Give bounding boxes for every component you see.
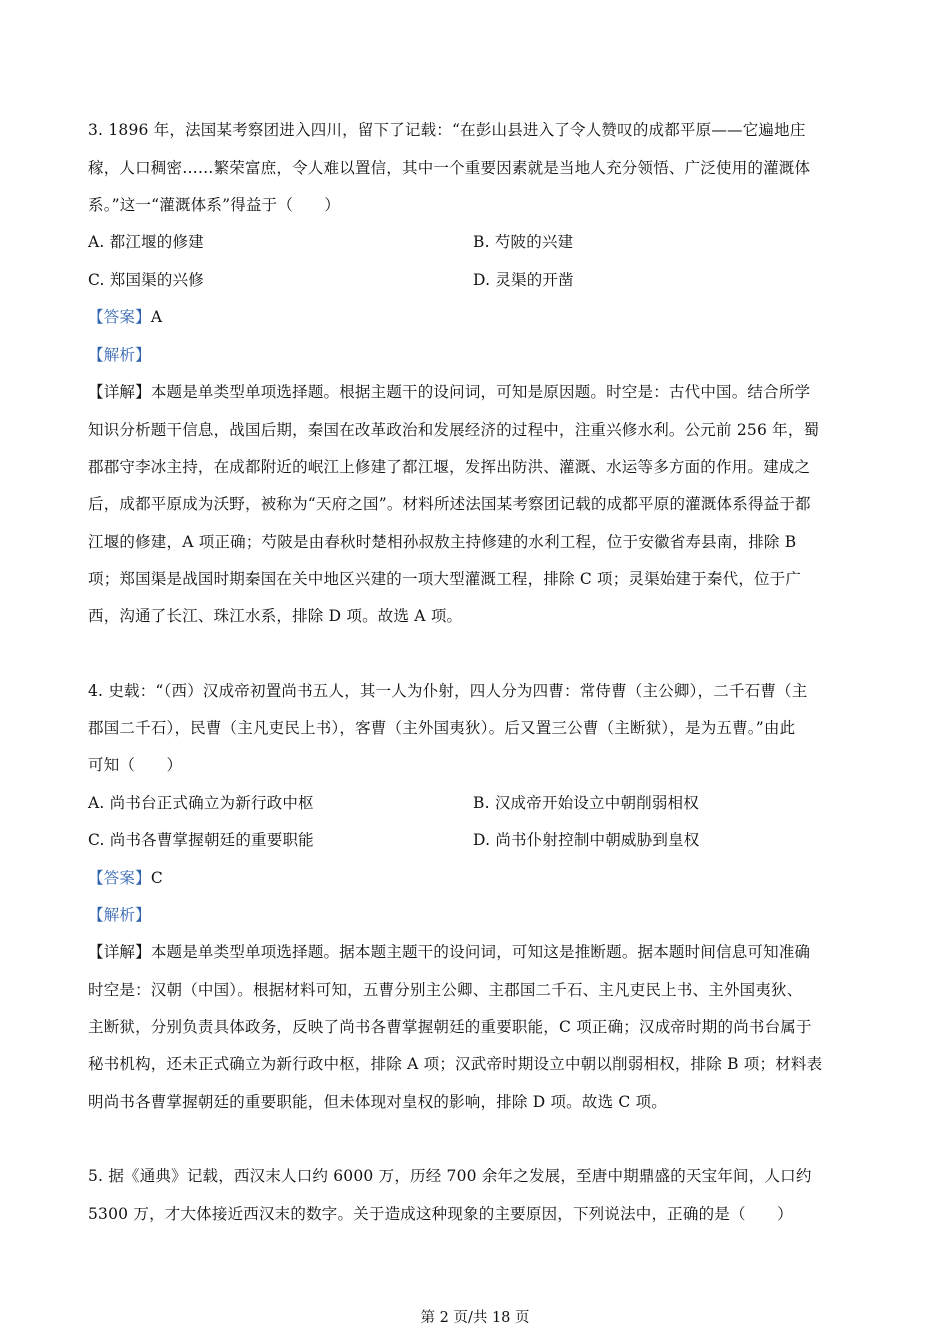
q4-stem-line-2: 郡国二千石），民曹（主凡吏民上书），客曹（主外国夷狄）。后又置三公曹（主断狱），是为五曹。”由此 — [88, 719, 796, 737]
q4-detail-line-4: 秘书机构，还未正式确立为新行政中枢，排除 A 项；汉武帝时期设立中朝以削弱相权，排除 B 项；材料表 — [88, 1055, 823, 1073]
q3-detail-line-4: 后，成都平原成为沃野，被称为“天府之国”。材料所述法国某考察团记载的成都平原的灌溉体系得益于都 — [88, 495, 811, 513]
q4-option-a: A. 尚书台正式确立为新行政中枢 — [88, 794, 314, 812]
q4-stem-line-1: 4. 史载：“（西）汉成帝初置尚书五人，其一人为仆射，四人分为四曹：常侍曹（主公卿），二千石曹（主 — [88, 682, 808, 700]
q4-detail-line-5: 明尚书各曹掌握朝廷的重要职能，但未体现对皇权的影响，排除 D 项。故选 C 项。 — [88, 1093, 667, 1111]
q4-detail-line-2: 时空是：汉朝（中国）。根据材料可知，五曹分别主公卿、主郡国二千石、主凡吏民上书、主外国夷狄、 — [88, 981, 803, 999]
q4-detail-line-3: 主断狱，分别负责具体政务，反映了尚书各曹掌握朝廷的重要职能，C 项正确；汉成帝时期的尚书台属于 — [88, 1018, 812, 1036]
q3-option-c: C. 郑国渠的兴修 — [88, 271, 204, 289]
q3-detail-line-2: 知识分析题干信息，战国后期，秦国在改革政治和发展经济的过程中，注重兴修水利。公元前 256 年，蜀 — [88, 421, 820, 439]
q3-detail-line-1: 【详解】本题是单类型单项选择题。根据主题干的设问词，可知是原因题。时空是：古代中国。结合所学 — [88, 383, 811, 401]
q3-answer-tag: 【答案】 — [88, 308, 151, 326]
q4-answer-value: C — [150, 869, 163, 887]
q3-option-a: A. 都江堰的修建 — [88, 233, 204, 251]
q3-detail-line-5: 江堰的修建，A 项正确；芍陂是由春秋时楚相孙叔敖主持修建的水利工程，位于安徽省寿县南，排除 B — [88, 533, 797, 551]
q3-detail-line-3: 郡郡守李冰主持，在成都附近的岷江上修建了都江堰，发挥出防洪、灌溉、水运等多方面的作用。建成之 — [88, 458, 811, 476]
q3-stem-line-3: 系。”这一“灌溉体系”得益于（ ） — [88, 196, 341, 214]
q4-option-c: C. 尚书各曹掌握朝廷的重要职能 — [88, 831, 314, 849]
q3-option-d: D. 灵渠的开凿 — [473, 271, 574, 289]
q4-option-b: B. 汉成帝开始设立中朝削弱相权 — [473, 794, 699, 812]
q3-stem-line-1: 3. 1896 年，法国某考察团进入四川，留下了记载：“在彭山县进入了令人赞叹的成都平原——它遍地庄 — [88, 121, 806, 139]
q3-analysis-tag: 【解析】 — [88, 346, 151, 364]
q4-answer-tag: 【答案】 — [88, 869, 151, 887]
page-footer: 第 2 页/共 18 页 — [420, 1310, 530, 1326]
q3-option-b: B. 芍陂的兴建 — [473, 233, 574, 251]
q3-answer-value: A — [150, 308, 163, 326]
q3-detail-line-6: 项；郑国渠是战国时期秦国在关中地区兴建的一项大型灌溉工程，排除 C 项；灵渠始建于秦代，位于广 — [88, 570, 802, 588]
q3-answer — [88, 305, 162, 327]
q4-detail-tag: 【详解】 — [88, 943, 151, 961]
q3-detail-line-7: 西，沟通了长江、珠江水系，排除 D 项。故选 A 项。 — [88, 607, 463, 625]
q3-detail-tag: 【详解】 — [88, 383, 151, 401]
q5-stem-line-1: 5. 据《通典》记载，西汉末人口约 6000 万，历经 700 余年之发展，至唐中期鼎盛的天宝年间，人口约 — [88, 1167, 812, 1185]
q4-analysis-tag: 【解析】 — [88, 906, 151, 924]
q4-option-d: D. 尚书仆射控制中朝威胁到皇权 — [473, 831, 700, 849]
q3-stem-line-2: 稼，人口稠密……繁荣富庶，令人难以置信，其中一个重要因素就是当地人充分领悟、广泛使用的灌溉体 — [88, 159, 811, 177]
q4-stem-line-3: 可知（ ） — [88, 756, 183, 774]
q5-stem-line-2: 5300 万，才大体接近西汉末的数字。关于造成这种现象的主要原因，下列说法中，正确的是（ ） — [88, 1205, 793, 1223]
q4-answer — [88, 866, 163, 888]
q4-detail-line-1: 【详解】本题是单类型单项选择题。据本题主题干的设问词，可知这是推断题。据本题时间信息可知准确 — [88, 943, 811, 961]
